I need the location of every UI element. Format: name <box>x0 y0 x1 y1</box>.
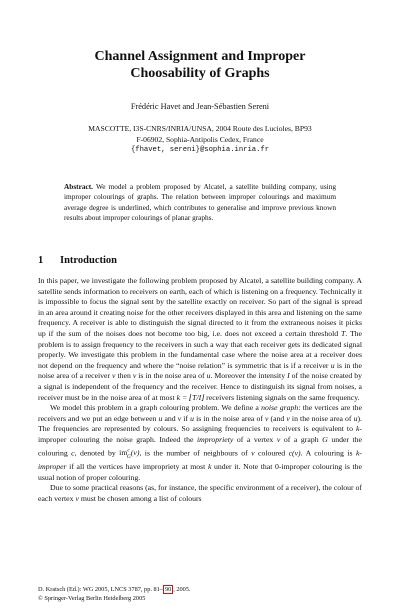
math-var: k <box>207 462 212 472</box>
text-run: then <box>115 371 133 381</box>
math-var: v <box>112 371 116 381</box>
affiliation-line-1: MASCOTTE, I3S-CNRS/INRIA/UNSA, 2004 Route des Lucioles, BP93 <box>88 124 312 133</box>
text-run: In this paper, we investigate the following problem proposed by Alcatel, a satellite building company. A satellite sends information to receivers on earth, each of which is listening on a frequency. Technically it is impossible to focus the signal sent by the satellite exactly on receiver. So part of the signal is spread in an area around it creating noise for the other receivers displayed in this area and listening on the same frequency. A receiver is able to distinguish the signal directed to it from the extraneous noises it picks up if the sum of the noises does not become too big, i.e. does not exceed a certain threshold <box>38 276 362 338</box>
math-var: u <box>190 413 194 423</box>
text-run: (and <box>268 413 287 423</box>
paragraph-2 <box>38 403 362 483</box>
math-var: v <box>75 494 79 503</box>
text-run: must be chosen among a list of colours <box>78 494 202 503</box>
section-title: Introduction <box>60 255 117 266</box>
text-run: Due to some practical reasons (as, for instance, the specific environment of a receiver), the colour of each vertex <box>38 483 362 503</box>
text-run: if all the vertices have impropriety at most <box>66 462 208 472</box>
math-var: I <box>287 371 290 381</box>
text-run: is in the noise area of <box>136 371 207 381</box>
footer-copyright: © Springer-Verlag Berlin Heidelberg 2005 <box>38 594 146 602</box>
text-run: if <box>181 413 191 423</box>
text-run: , is the number of neighbours of <box>139 448 252 458</box>
text-run: is in the noise area of a receiver <box>38 360 362 381</box>
text-run: , 2005. <box>173 586 191 593</box>
paragraph-1 <box>38 276 362 403</box>
section-heading <box>38 254 368 267</box>
page-link[interactable]: 90 <box>164 586 172 593</box>
footer <box>38 586 362 603</box>
text-run: receivers listening signals on the same frequency. <box>204 392 360 402</box>
text-run: and <box>162 413 178 423</box>
math-var: v <box>286 413 290 423</box>
abstract-text: We model a problem proposed by Alcatel, a satellite building company, using improper colourings of graphs. The relation between improper colourings and maximum average degree is underlined, which contributes to generalise and improve previous known results about improper colourings of planar graphs. <box>64 182 336 223</box>
math-arg: (v) <box>130 448 140 458</box>
text-run: We model this problem in a graph colouring problem. We define a <box>50 403 262 413</box>
math-var: u <box>353 413 358 423</box>
emphasis: k-improper <box>38 448 362 472</box>
affiliation-line-2: F-06902, Sophia-Antipolis Cedex, France <box>136 134 264 144</box>
affiliation <box>30 124 370 156</box>
text-run: is in the noise area of <box>193 413 265 423</box>
text-run: of a vertex <box>233 434 277 444</box>
emphasis: impropriety <box>197 434 234 444</box>
math-formula: k = ⌊T/I⌋ <box>176 392 205 402</box>
text-run: in the noise area of <box>289 413 354 423</box>
math-sup: c <box>127 447 130 454</box>
section-number: 1 <box>38 255 44 266</box>
math-var: v <box>132 371 137 381</box>
math-var: u <box>330 360 335 370</box>
math-formula <box>119 447 140 460</box>
math-var: G <box>322 434 328 444</box>
math-var: T <box>340 328 346 338</box>
text-run: D. Kratsch (Ed.): WG 2005, LNCS 3787, pp. 81– <box>38 586 163 593</box>
paragraph-3 <box>38 483 362 504</box>
math-var: v <box>251 448 255 458</box>
text-run: . The problem is to assign frequency to the receivers in such a way that each receiver gets its dedicated signal properly. We investigate this problem in the fundamental case where the noise area at a receiver does not depend on the frequency and where the “noise relation” is symmetric that is if a receiver <box>38 328 362 370</box>
abstract <box>64 182 336 224</box>
footer-citation <box>38 586 362 595</box>
text-run: . A colouring is <box>300 448 356 458</box>
emphasis: noise graph <box>261 403 299 413</box>
math-var: u <box>158 413 163 423</box>
title-line-1: Channel Assignment and Improper <box>94 49 306 64</box>
abstract-label: Abstract. <box>64 182 93 191</box>
paper-title <box>40 48 360 82</box>
text-run: coloured <box>254 448 289 458</box>
text-run: . Moreover the intensity <box>210 371 288 381</box>
text-run: under it. Note that 0-improper colouring is the usual notion of proper colouring. <box>38 462 363 482</box>
body-text <box>38 276 362 505</box>
text-run: ). The frequencies are represented by colours. So assigning frequencies to receivers is equivalent to <box>38 413 362 434</box>
text-run: of a graph <box>280 434 323 444</box>
math-var: u <box>206 371 211 381</box>
text-run: of the noise created by a signal is independent of the frequency and the receiver. Hence to distinguish its signal from noises, a receiver must be in the noise area of at most <box>38 371 362 402</box>
math-var: c <box>71 448 75 458</box>
math-var: v <box>264 413 269 423</box>
math-var: k <box>355 424 360 434</box>
text-run: -improper colouring the noise graph. Indeed the <box>38 424 362 444</box>
math-var: v <box>177 413 182 423</box>
text-run: under the colouring <box>38 434 362 458</box>
affiliation-email[interactable]: {fhavet, sereni}@sophia.inria.fr <box>130 146 270 155</box>
title-line-2: Choosability of Graphs <box>130 66 270 81</box>
text-run: , denoted by <box>74 448 120 458</box>
math-op: im <box>119 448 128 458</box>
authors: Frédéric Havet and Jean-Sébastien Sereni <box>130 102 270 111</box>
math-formula: c(v) <box>288 448 301 458</box>
math-sub: G <box>126 453 131 460</box>
text-run: : the vertices are the receivers and we put an edge between <box>38 403 362 423</box>
math-var: v <box>276 434 281 444</box>
